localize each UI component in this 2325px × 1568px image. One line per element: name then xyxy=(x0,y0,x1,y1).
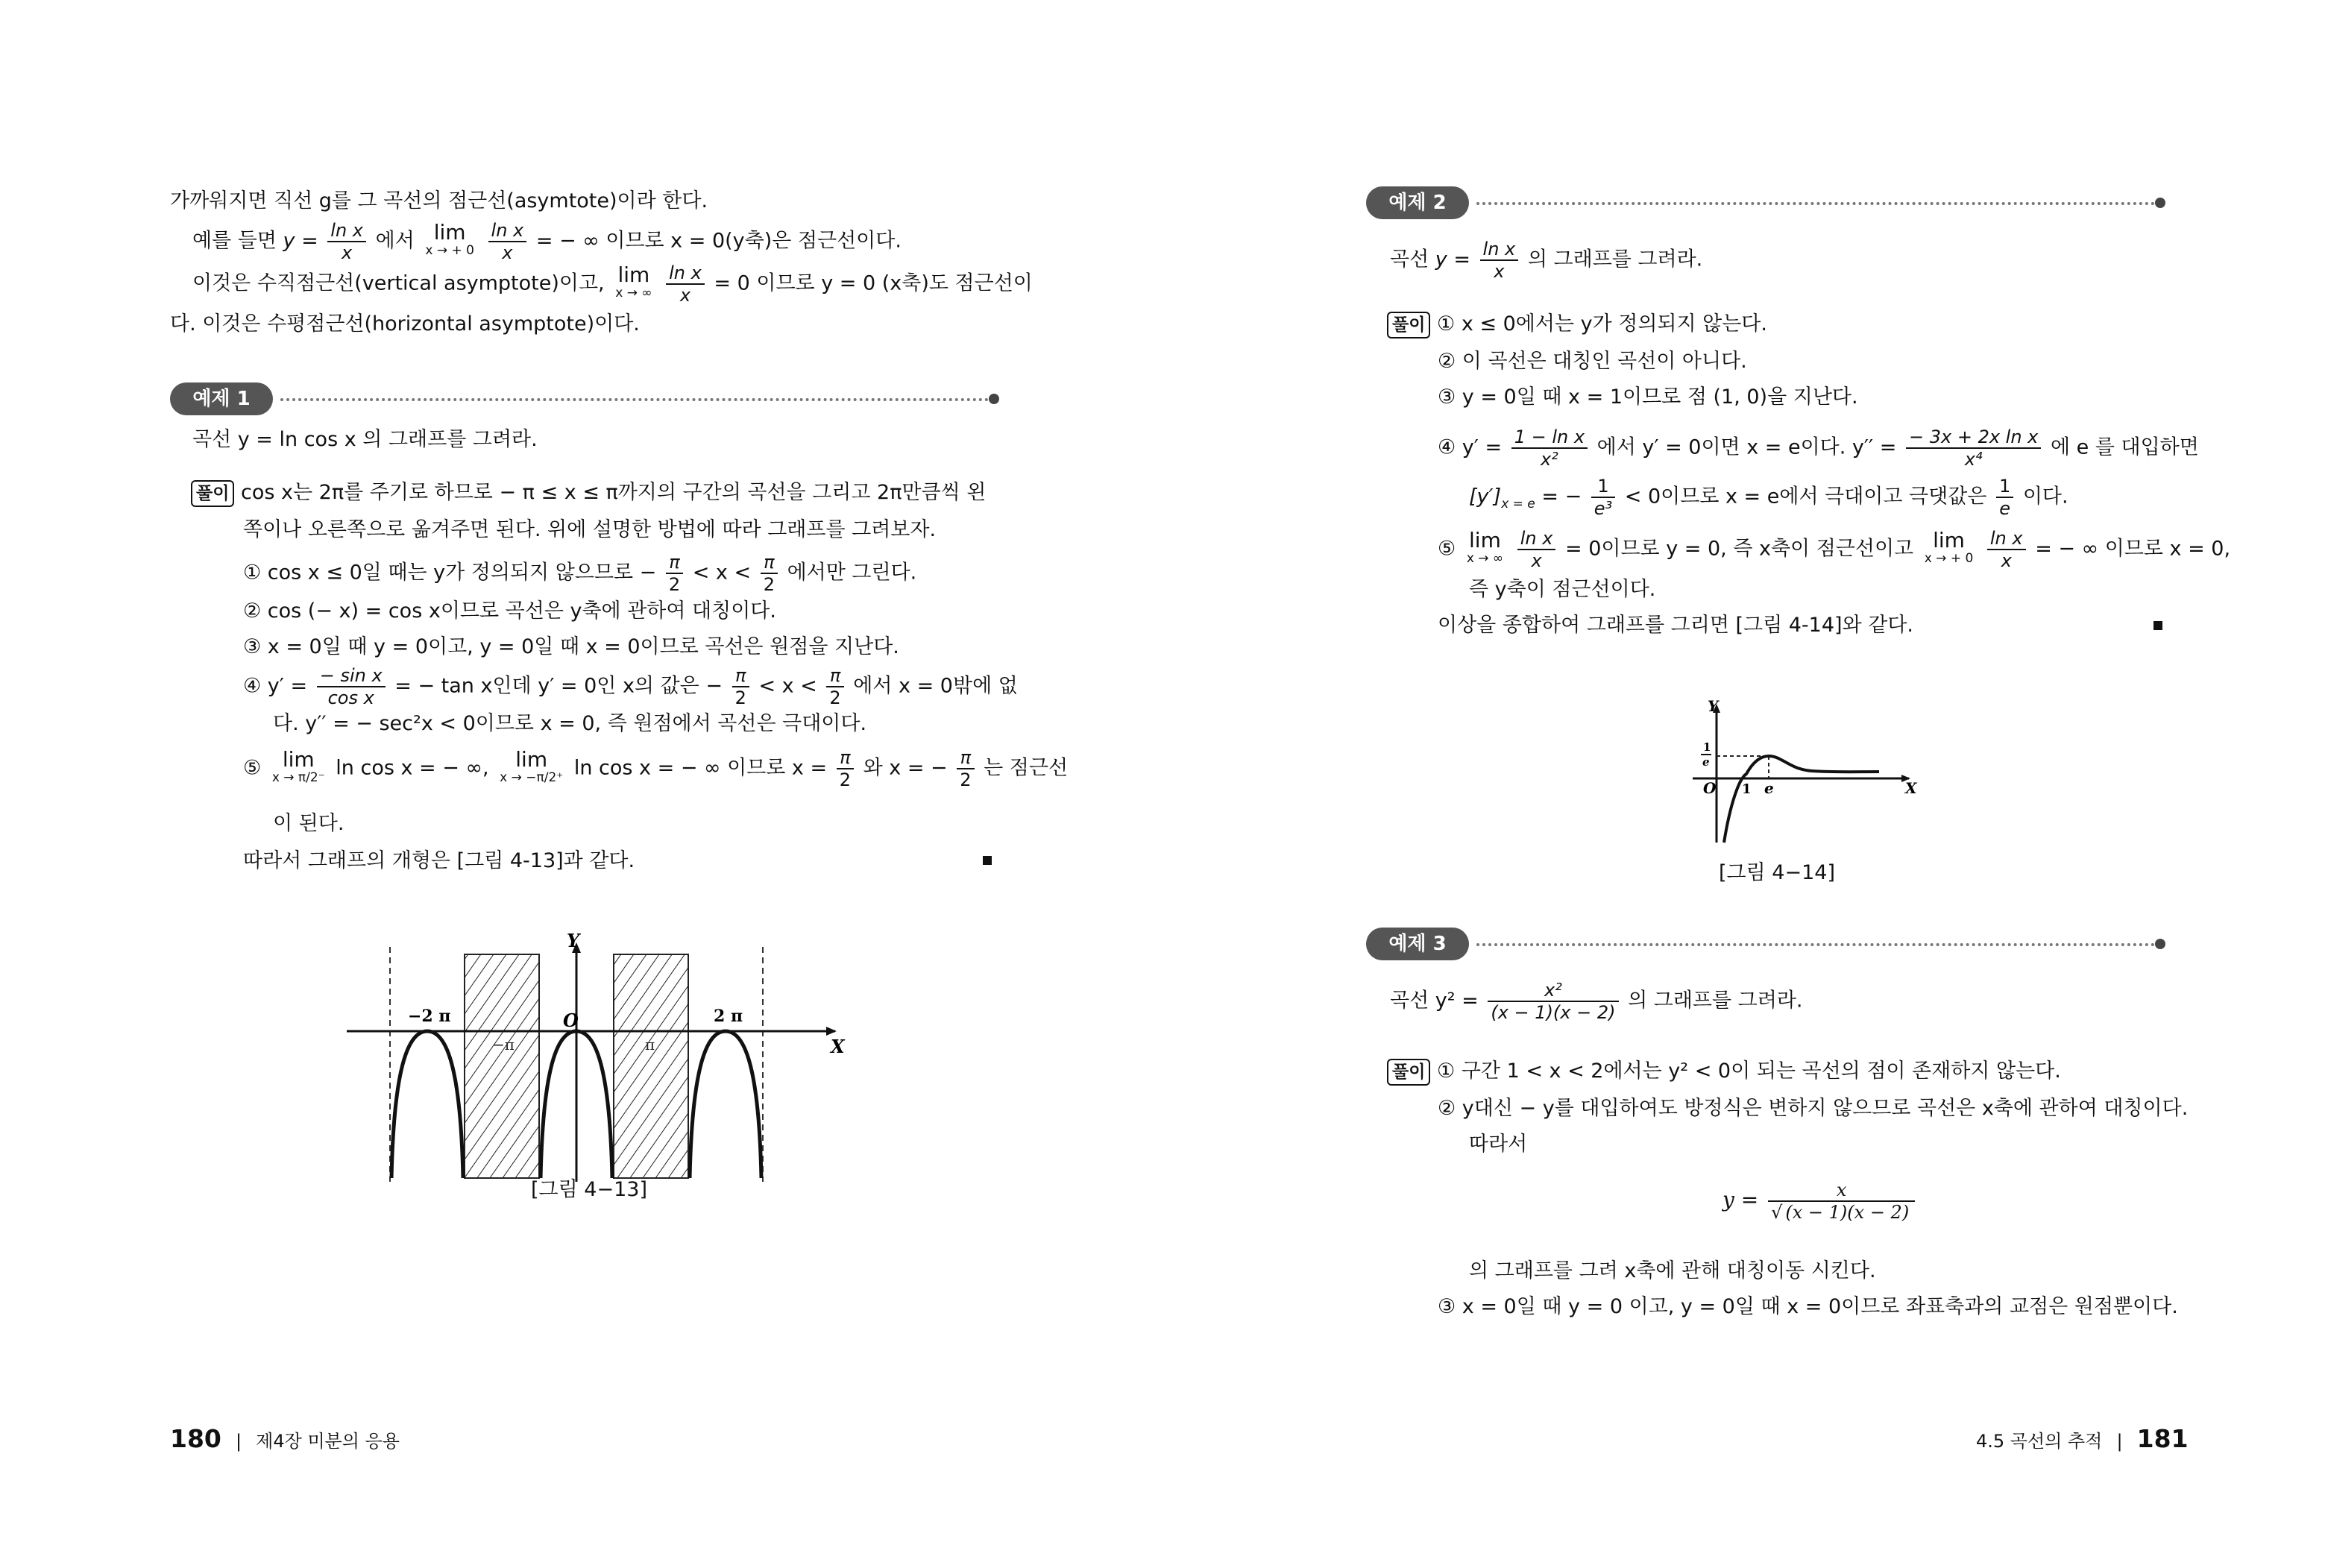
curve-branch xyxy=(690,1031,761,1178)
fraction: $\frac{\text{ln x}}{x}$ xyxy=(327,220,366,263)
solution-conclusion: 따라서 그래프의 개형은 [그림 4-13]과 같다. xyxy=(243,849,635,872)
x-axis-arrow xyxy=(826,1027,837,1036)
undefined-region xyxy=(465,954,539,1178)
tick-label: 2 π xyxy=(714,1007,743,1026)
tick-label: π xyxy=(645,1036,655,1054)
solution-tag: 풀이 xyxy=(1387,1059,1430,1086)
rule-end-dot xyxy=(2155,198,2165,208)
ex2-step-4: ④ y′ = $\frac{\text{1 − ln x}}{\text{x²}}$ 에서 y′ = 0이면 x = e이다. y′′ = $\frac{\text{− 3x + 2x ln x}}{\text{x⁴}}$ 에 e 를 대입하면 xyxy=(1438,426,2199,470)
radicand: (x − 1)(x − 2) xyxy=(1782,1200,1912,1223)
ex2-step-5b: 즉 y축이 점근선이다. xyxy=(1469,578,1656,601)
fraction: $\frac{1}{\text{e³}}$ xyxy=(1591,476,1615,519)
fraction: $\frac{\text{ln x}}{x}$ xyxy=(666,262,705,306)
limit: lim x → + 0 xyxy=(425,220,474,258)
ex3-step-3: ③ x = 0일 때 y = 0 이고, y = 0일 때 x = 0이므로 좌표축과의 교점은 원점뿐이다. xyxy=(1438,1295,2178,1318)
y-tick-numerator: 1 xyxy=(1703,740,1711,754)
dotted-rule xyxy=(280,398,989,401)
origin-label: O xyxy=(1703,779,1717,797)
limit: lim x → π/2⁻ xyxy=(271,747,325,785)
ex2-step-1: 풀이 ① x ≤ 0에서는 y가 정의되지 않는다. xyxy=(1387,306,1767,343)
ex3-formula: y = $\frac{x}{√ (x - 1)(x - 2)}$ xyxy=(1722,1180,1918,1223)
fraction: $\frac{\text{ln x}}{x}$ xyxy=(1480,239,1519,282)
solution-step-5b: 이 된다. xyxy=(273,812,344,835)
ex2-step-5: ⑤ lim x → ∞ $\frac{\text{ln x}}{x}$ = 0이므로 y = 0, 즉 x축이 점근선이고 lim x → + 0 $\frac{\text{ln x}}{x}$ = − ∞ 이므로 x = 0, xyxy=(1438,528,2231,571)
intro-line-2: 예를 들면 y = $\frac{\text{ln x}}{x}$ 에서 lim x → + 0 $\frac{\text{ln x}}{x}$ = − ∞ 이므로 x = 0(y축)은 점근선이다. xyxy=(192,220,902,263)
example-label: 예제 3 xyxy=(1366,928,1469,960)
footer-separator: | xyxy=(235,1431,242,1452)
solution-line-0b: 쪽이나 오른쪽으로 옮겨주면 된다. 위에 설명한 방법에 따라 그래프를 그려보자. xyxy=(243,518,937,541)
fraction: $\frac{\text{ln x}}{x}$ xyxy=(1517,528,1556,571)
fraction: $\frac{1}{e}$ xyxy=(1996,476,2013,519)
fraction: $\frac{\text{− sin x}}{\text{cos x}}$ xyxy=(317,665,386,708)
page-number: 180 xyxy=(170,1424,221,1453)
solution-step-4b: 다. y′′ = − sec²x < 0이므로 x = 0, 즉 원점에서 곡선은 극대이다. xyxy=(273,712,867,735)
end-of-proof-mark xyxy=(2153,621,2162,630)
figure-4-13-caption: [그림 4−13] xyxy=(531,1178,647,1201)
example-2-header xyxy=(1366,186,2171,219)
chapter-title: 제4장 미분의 응용 xyxy=(256,1431,400,1452)
solution-tag: 풀이 xyxy=(191,480,234,507)
solution-step-5: ⑤ lim x → π/2⁻ ln cos x = − ∞, lim x → −π/2⁺ ln cos x = − ∞ 이므로 x = $\frac{\pi}{2}$ 와 x = − $\frac{\pi}{2}$ 는 점근선 xyxy=(243,747,1069,790)
left-footer xyxy=(170,1424,400,1453)
fraction: $\frac{\pi}{2}$ xyxy=(732,665,749,708)
solution-step-2: ② cos (− x) = cos x이므로 곡선은 y축에 관하여 대칭이다. xyxy=(243,599,776,623)
fraction: $\frac{\pi}{2}$ xyxy=(837,747,854,790)
limit: lim x → + 0 xyxy=(1924,528,1974,566)
undefined-region xyxy=(614,954,688,1178)
footer-separator: | xyxy=(2116,1431,2123,1452)
fraction: $\frac{x}{√ (x - 1)(x - 2)}$ xyxy=(1768,1180,1915,1223)
y-tick-denominator: e xyxy=(1702,755,1710,769)
example-3-problem: 곡선 y² = $\frac{\text{x²}}{(x - 1)(x - 2)}$ 의 그래프를 그려라. xyxy=(1390,980,1803,1023)
ex3-step-2: ② y대신 − y를 대입하여도 방정식은 변하지 않으므로 곡선은 x축에 관하여 대칭이다. xyxy=(1438,1097,2189,1120)
section-title: 4.5 곡선의 추적 xyxy=(1976,1431,2103,1452)
intro-line-3: 이것은 수직점근선(vertical asymptote)이고, lim x → ∞ $\frac{\text{ln x}}{x}$ = 0 이므로 y = 0 (x축)도 점근선이 xyxy=(192,262,1033,306)
x-axis-label: X xyxy=(1905,779,1917,797)
fraction: $\frac{\text{1 − ln x}}{\text{x²}}$ xyxy=(1511,426,1588,470)
solution-step-4: ④ y′ = $\frac{\text{− sin x}}{\text{cos x}}$ = − tan x인데 y′ = 0인 x의 값은 − $\frac{\pi}{2}$ < x < $\frac{\pi}{2}$ 에서 x = 0밖에 없 xyxy=(243,665,1018,708)
figure-4-14-graph xyxy=(1685,693,1924,850)
limit: lim x → ∞ xyxy=(1466,528,1504,566)
solution-step-1: ① cos x ≤ 0일 때는 y가 정의되지 않으므로 − $\frac{\pi}{2}$ < x < $\frac{\pi}{2}$ 에서만 그린다. xyxy=(243,552,917,595)
intro-line-4: 다. 이것은 수평점근선(horizontal asymptote)이다. xyxy=(170,312,640,336)
tick-label: e xyxy=(1764,779,1774,797)
y-axis-label: Y xyxy=(567,930,580,951)
limit: lim x → −π/2⁺ xyxy=(500,747,564,785)
figure-4-13-graph xyxy=(336,925,858,1193)
dotted-rule xyxy=(1476,943,2155,946)
fraction: $\frac{\text{x²}}{(x - 1)(x - 2)}$ xyxy=(1488,980,1618,1023)
example-1-header xyxy=(170,382,1004,415)
fraction: $\frac{\text{ln x}}{x}$ xyxy=(488,220,527,263)
ex2-step-2: ② 이 곡선은 대칭인 곡선이 아니다. xyxy=(1438,350,1747,373)
example-1-problem: 곡선 y = ln cos x 의 그래프를 그려라. xyxy=(192,428,538,451)
fraction: $\frac{\text{− 3x + 2x ln x}}{\text{x⁴}}$ xyxy=(1906,426,2041,470)
limit: lim x → ∞ xyxy=(615,262,652,300)
ex2-step-4b: $[y']_{x = e}$ = − $\frac{1}{\text{e³}}$ < 0이므로 x = e에서 극대이고 극댓값은 $\frac{1}{e}$ 이다. xyxy=(1469,476,2068,519)
ex2-conclusion: 이상을 종합하여 그래프를 그리면 [그림 4-14]와 같다. xyxy=(1438,614,1913,637)
tick-label: 1 xyxy=(1742,781,1752,797)
intro-line-1: 가까워지면 직선 g를 그 곡선의 점근선(asymtote)이라 한다. xyxy=(170,189,708,212)
tick-label: −2 π xyxy=(408,1007,451,1026)
y-axis-label: Y xyxy=(1708,697,1719,715)
example-3-header xyxy=(1366,928,2171,960)
x-axis-label: X xyxy=(831,1036,845,1057)
right-footer xyxy=(1976,1424,2189,1453)
solution-step-3: ③ x = 0일 때 y = 0이고, y = 0일 때 x = 0이므로 곡선은 원점을 지난다. xyxy=(243,635,899,658)
example-2-problem: 곡선 y = $\frac{\text{ln x}}{x}$ 의 그래프를 그려라. xyxy=(1390,239,1703,282)
ex3-step-2b: 따라서 xyxy=(1469,1133,1528,1156)
end-of-proof-mark xyxy=(983,856,992,865)
fraction: $\frac{\pi}{2}$ xyxy=(957,747,974,790)
origin-label: O xyxy=(563,1010,579,1031)
rule-end-dot xyxy=(2155,939,2165,949)
fraction: $\frac{\text{ln x}}{x}$ xyxy=(1987,528,2026,571)
rule-end-dot xyxy=(989,394,999,404)
fraction: $\frac{\pi}{2}$ xyxy=(761,552,778,595)
fraction: $\frac{\pi}{2}$ xyxy=(826,665,843,708)
ex3-step-2c: 의 그래프를 그려 x축에 관해 대칭이동 시킨다. xyxy=(1469,1259,1876,1282)
ex2-step-3: ③ y = 0일 때 x = 1이므로 점 (1, 0)을 지난다. xyxy=(1438,385,1858,409)
example-label: 예제 1 xyxy=(170,382,273,415)
figure-4-14-caption: [그림 4−14] xyxy=(1719,861,1835,884)
page-number: 181 xyxy=(2136,1424,2189,1453)
dotted-rule xyxy=(1476,202,2155,205)
curve-lnx-over-x xyxy=(1724,756,1879,843)
ex3-step-1: 풀이 ① 구간 1 < x < 2에서는 y² < 0이 되는 곡선의 점이 존재하지 않는다. xyxy=(1387,1053,2061,1090)
solution-line-0a: 풀이 cos x는 2π를 주기로 하므로 − π ≤ x ≤ π까지의 구간의 곡선을 그리고 2π만큼씩 왼 xyxy=(191,474,986,511)
example-label: 예제 2 xyxy=(1366,186,1469,219)
tick-label: −π xyxy=(492,1036,515,1054)
solution-tag: 풀이 xyxy=(1387,312,1430,339)
fraction: $\frac{\pi}{2}$ xyxy=(666,552,683,595)
curve-branch xyxy=(391,1031,463,1178)
